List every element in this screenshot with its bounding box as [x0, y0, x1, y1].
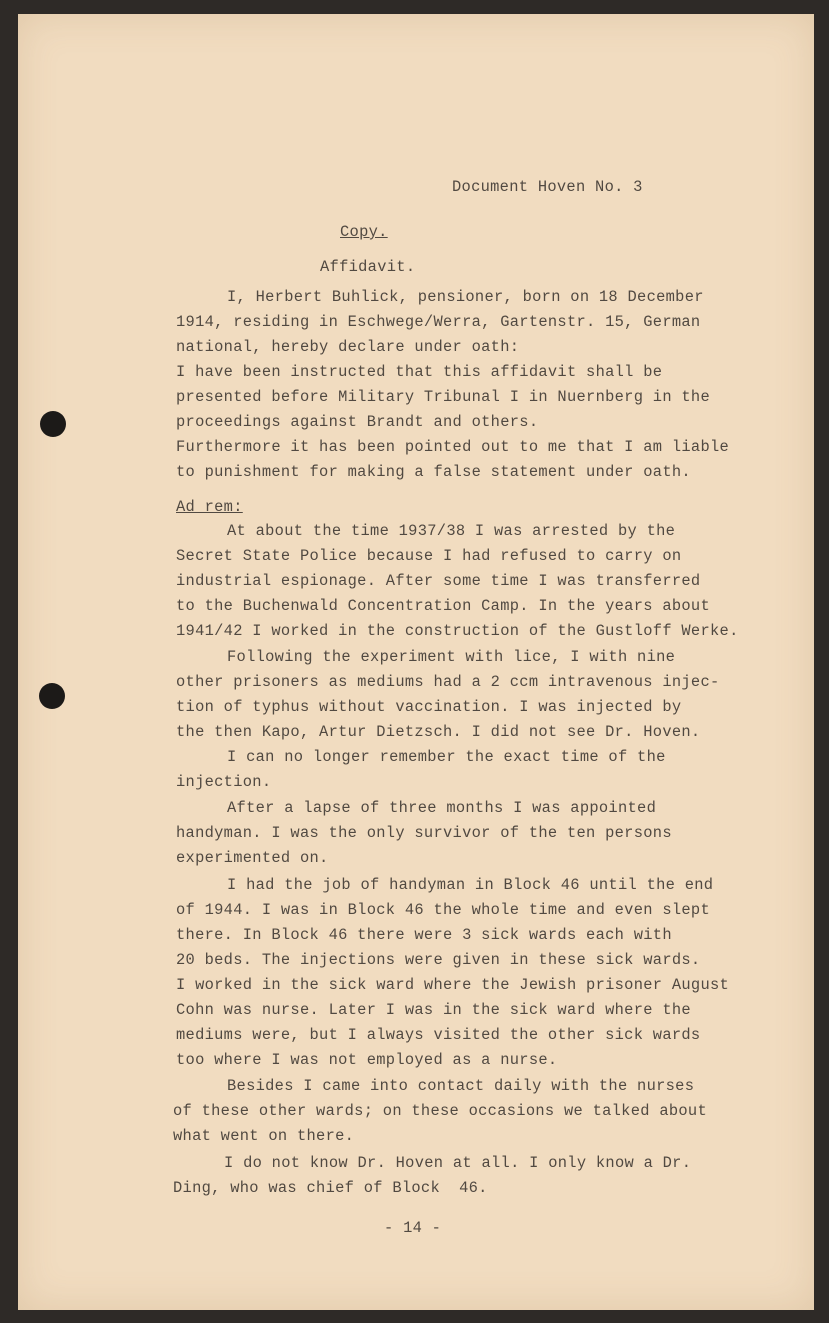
document-page — [18, 14, 814, 1310]
text-line: I worked in the sick ward where the Jewish prisoner August — [176, 976, 730, 994]
text-line: of 1944. I was in Block 46 the whole time and even slept — [176, 901, 711, 919]
text-line: injection. — [176, 773, 272, 791]
text-line: presented before Military Tribunal I in Nuernberg in the — [176, 388, 711, 406]
copy-label: Copy. — [340, 223, 388, 241]
text-line: to the Buchenwald Concentration Camp. In the years about — [176, 597, 711, 615]
text-line: handyman. I was the only survivor of the ten persons — [176, 824, 672, 842]
ad-rem-label: Ad rem: — [176, 498, 243, 516]
text-line: there. In Block 46 there were 3 sick wards each with — [176, 926, 672, 944]
punch-hole-bottom — [39, 683, 65, 709]
text-line: I had the job of handyman in Block 46 until the end — [227, 876, 714, 894]
text-line: Following the experiment with lice, I with nine — [227, 648, 676, 666]
document-reference: Document Hoven No. 3 — [452, 178, 643, 196]
text-line: experimented on. — [176, 849, 329, 867]
text-line: 20 beds. The injections were given in these sick wards. — [176, 951, 701, 969]
text-line: industrial espionage. After some time I was transferred — [176, 572, 701, 590]
text-line: 1914, residing in Eschwege/Werra, Gartenstr. 15, German — [176, 313, 701, 331]
text-line: I can no longer remember the exact time of the — [227, 748, 666, 766]
text-line: I have been instructed that this affidavit shall be — [176, 363, 663, 381]
text-line: Furthermore it has been pointed out to me that I am liable — [176, 438, 730, 456]
text-line: I, Herbert Buhlick, pensioner, born on 18 December — [227, 288, 704, 306]
text-line: Besides I came into contact daily with the nurses — [227, 1077, 695, 1095]
text-line: Cohn was nurse. Later I was in the sick ward where the — [176, 1001, 691, 1019]
text-line: 1941/42 I worked in the construction of the Gustloff Werke. — [176, 622, 739, 640]
text-line: I do not know Dr. Hoven at all. I only know a Dr. — [224, 1154, 692, 1172]
text-line: Secret State Police because I had refused to carry on — [176, 547, 682, 565]
page-number: - 14 - — [384, 1219, 442, 1237]
text-line: the then Kapo, Artur Dietzsch. I did not see Dr. Hoven. — [176, 723, 701, 741]
document-title: Affidavit. — [320, 258, 416, 276]
text-line: Ding, who was chief of Block 46. — [173, 1179, 488, 1197]
text-line: After a lapse of three months I was appointed — [227, 799, 657, 817]
text-line: what went on there. — [173, 1127, 355, 1145]
text-line: too where I was not employed as a nurse. — [176, 1051, 558, 1069]
text-line: national, hereby declare under oath: — [176, 338, 520, 356]
text-line: other prisoners as mediums had a 2 ccm intravenous injec- — [176, 673, 720, 691]
text-line: of these other wards; on these occasions we talked about — [173, 1102, 708, 1120]
text-line: to punishment for making a false statement under oath. — [176, 463, 691, 481]
punch-hole-top — [40, 411, 66, 437]
text-line: proceedings against Brandt and others. — [176, 413, 539, 431]
text-line: mediums were, but I always visited the other sick wards — [176, 1026, 701, 1044]
text-line: tion of typhus without vaccination. I was injected by — [176, 698, 682, 716]
text-line: At about the time 1937/38 I was arrested by the — [227, 522, 676, 540]
